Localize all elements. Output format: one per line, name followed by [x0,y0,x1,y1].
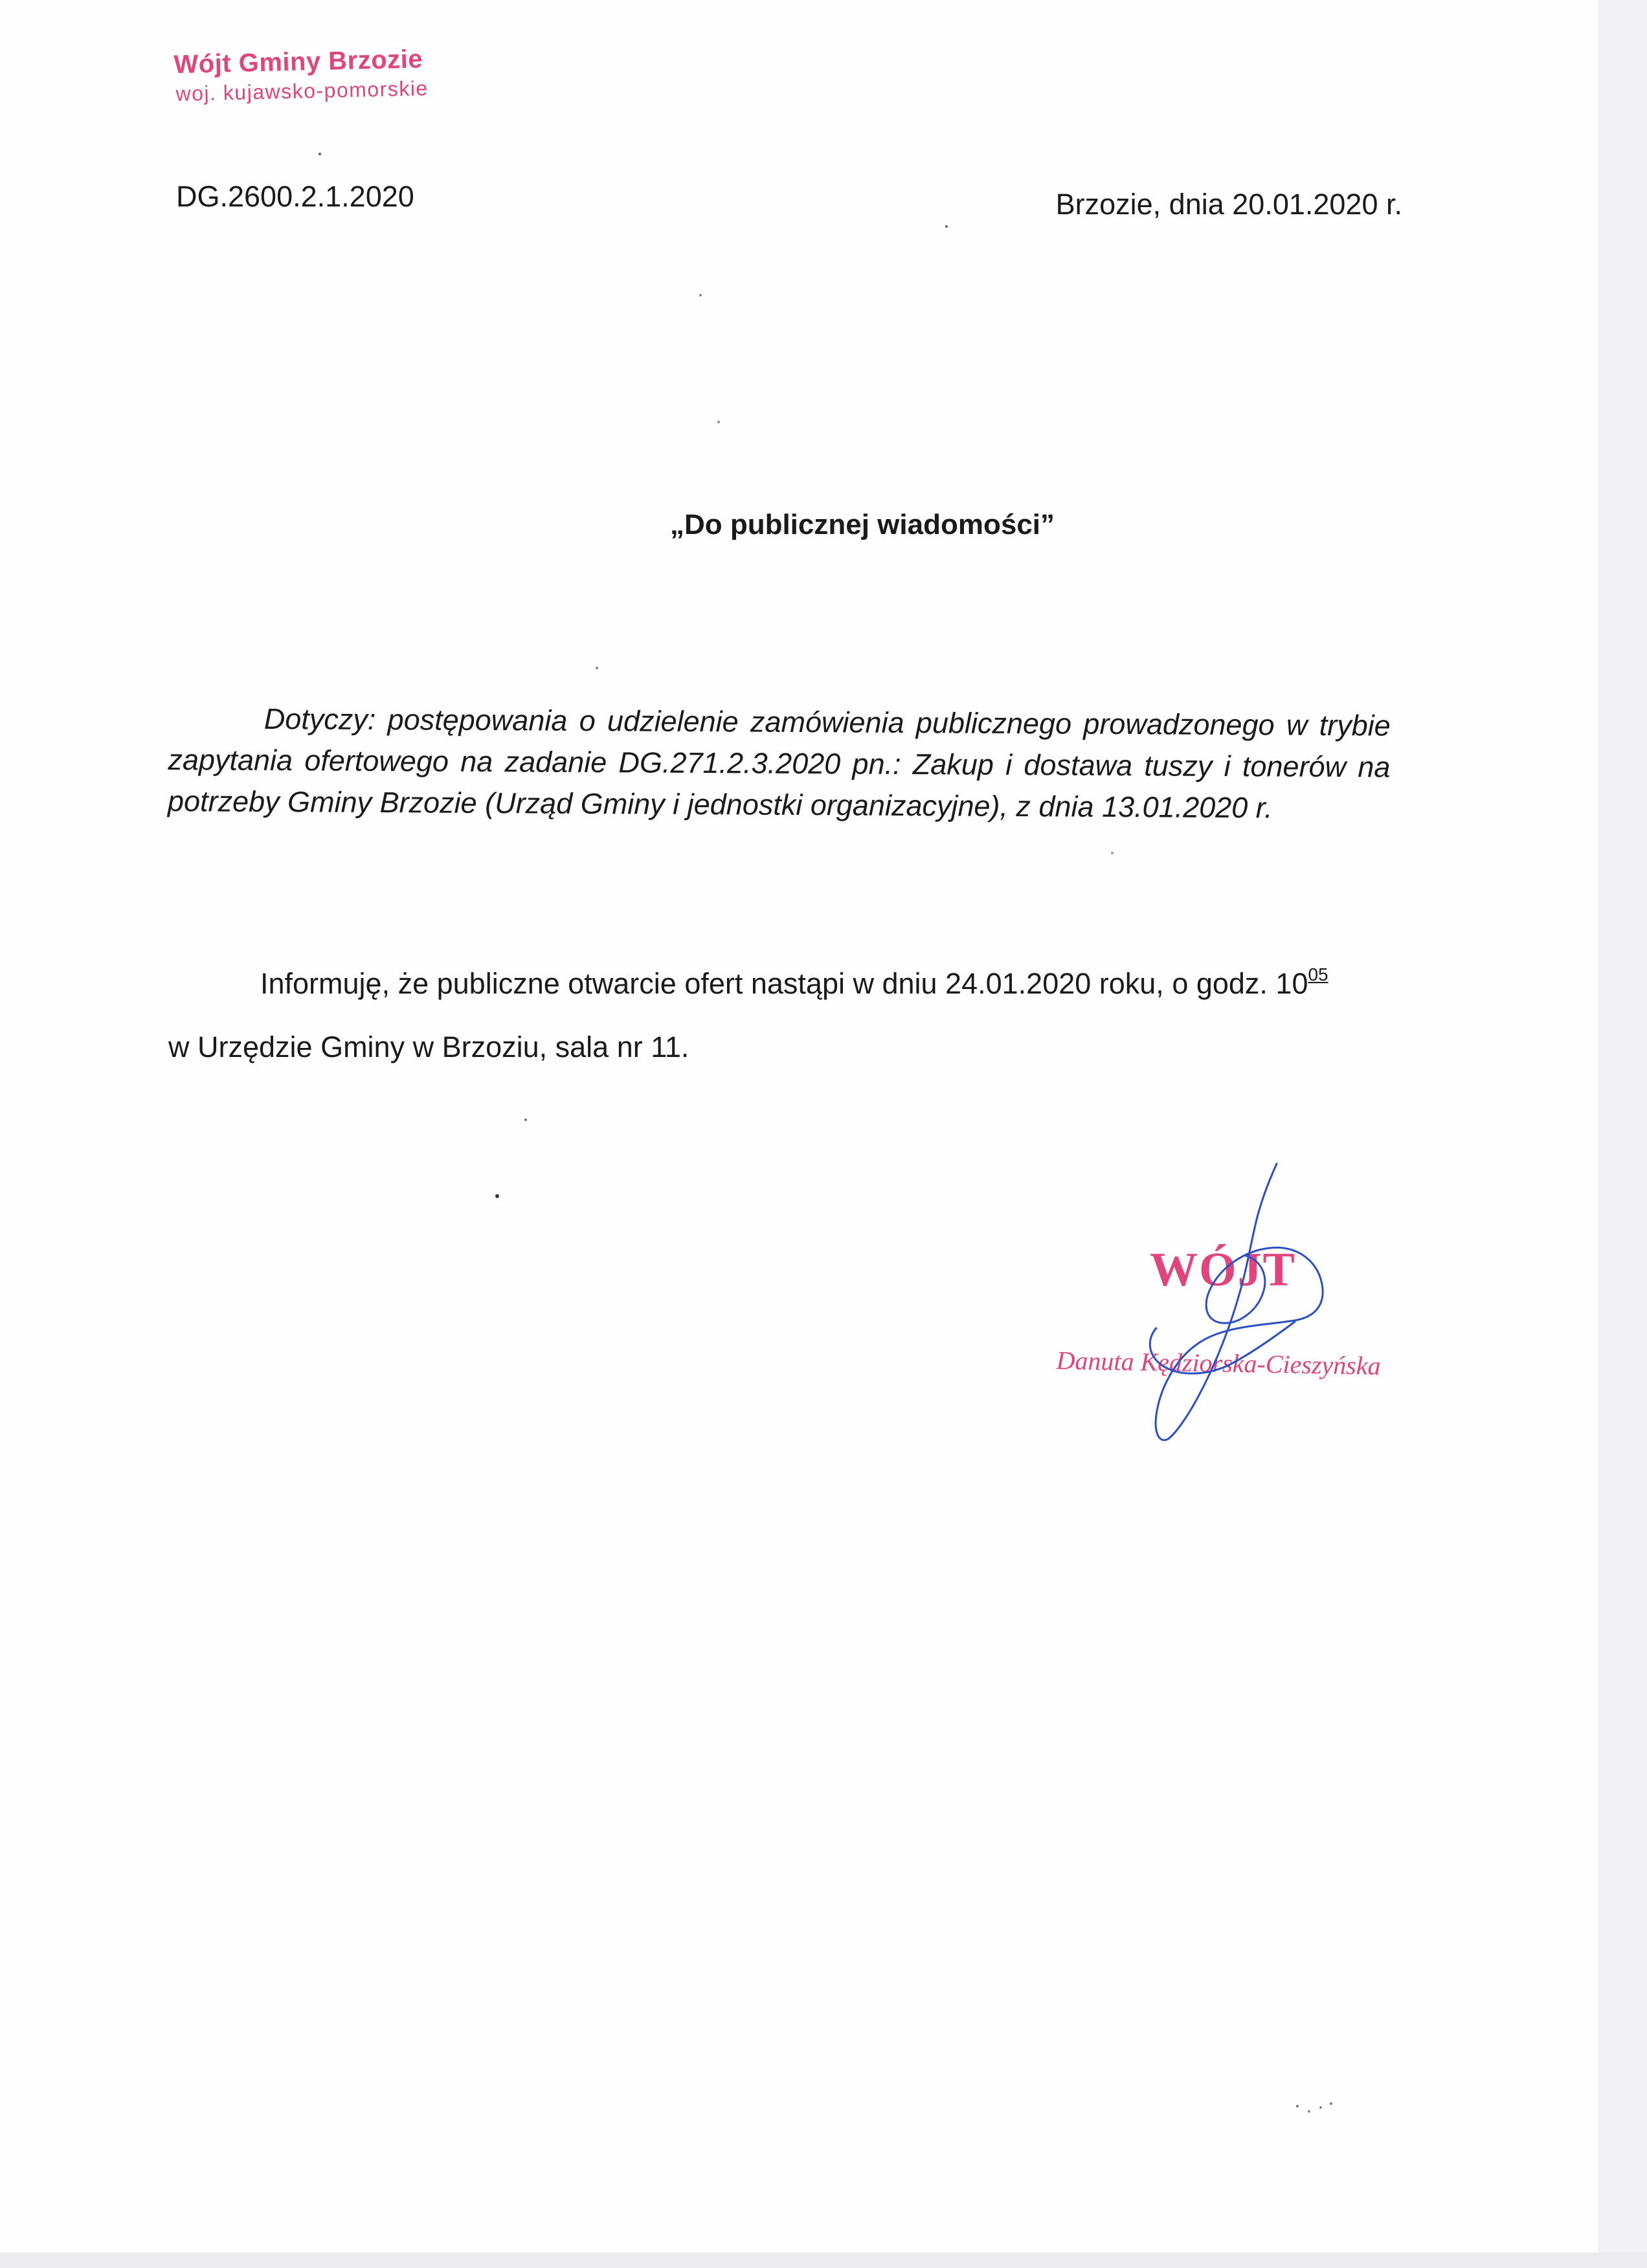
scan-edge [1598,0,1647,2268]
info-text: Informuję, że publiczne otwarcie ofert nastąpi w dniu 24.01.2020 roku, o godz. 10 [260,967,1308,1000]
scan-bottom-edge [0,2252,1647,2268]
info-line-1 [168,954,1385,1017]
header-stamp [174,45,429,106]
subject-paragraph: Dotyczy: postępowania o udzielenie zamówienia publicznego prowadzonego w trybie zapytania ofertowego na zadanie DG.271.2.3.2020 pn.: Zakup i dostawa tuszy i tonerów na potrzeby Gminy Brzozie (Urząd Gminy i jednostki organizacyjne), z dnia 13.01.2020 r. [167,702,1391,825]
stamp-office-name: Wójt Gminy Brzozie [174,45,423,79]
signature-stamp-title: WÓJT [1150,1243,1296,1296]
time-minutes: 05 [1308,964,1328,984]
stamp-region: woj. kujawsko-pomorskie [175,76,429,106]
info-line-2: w Urzędzie Gminy w Brzoziu, sala nr 11. [168,1030,689,1063]
info-paragraph [168,954,1385,1077]
signature-stamp-name: Danuta Kędziorska-Cieszyńska [1056,1345,1381,1381]
document-title: „Do publicznej wiadomości” [669,509,1055,540]
place-and-date: Brzozie, dnia 20.01.2020 r. [1055,188,1402,221]
reference-number: DG.2600.2.1.2020 [176,180,414,213]
handwritten-signature [1101,1152,1372,1463]
